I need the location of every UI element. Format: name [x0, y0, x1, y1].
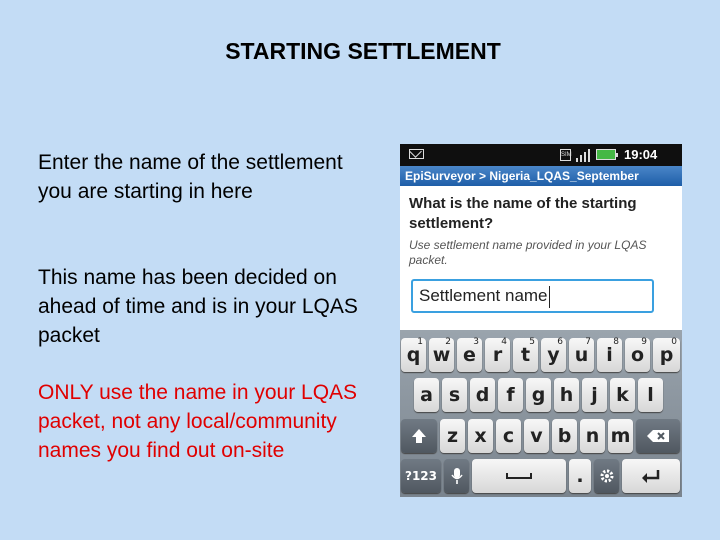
input-value: Settlement name — [419, 286, 548, 305]
enter-key[interactable] — [622, 459, 680, 493]
instruction-text-1: Enter the name of the settlement you are starting in here — [38, 151, 343, 203]
settlement-name-input[interactable] — [411, 279, 654, 313]
key-g[interactable]: g — [526, 378, 551, 412]
key-e[interactable]: 3 e — [457, 338, 482, 372]
form-content — [400, 186, 682, 330]
warning-text: ONLY use the name in your LQAS packet, not any local/community names you find out on-site — [38, 381, 358, 462]
key-z[interactable]: z — [440, 419, 465, 453]
status-bar — [400, 144, 682, 166]
key-n[interactable]: n — [580, 419, 605, 453]
key-y[interactable]: 6 y — [541, 338, 566, 372]
voice-key[interactable] — [444, 459, 469, 493]
key-r[interactable]: 4 r — [485, 338, 510, 372]
backspace-icon — [646, 429, 670, 443]
key-d[interactable]: d — [470, 378, 495, 412]
space-key[interactable] — [472, 459, 566, 493]
key-a[interactable]: a — [414, 378, 439, 412]
symbols-key[interactable]: ?123 — [401, 459, 441, 493]
settings-key[interactable] — [594, 459, 619, 493]
key-k[interactable]: k — [610, 378, 635, 412]
microphone-icon — [451, 467, 463, 485]
key-b[interactable]: b — [552, 419, 577, 453]
shift-arrow-icon — [410, 427, 428, 445]
period-key[interactable]: . — [569, 459, 591, 493]
question-label: What is the name of the starting settlement? — [409, 195, 637, 232]
key-w[interactable]: 2 w — [429, 338, 454, 372]
question-hint: Use settlement name provided in your LQAS packet. — [409, 238, 647, 267]
key-j[interactable]: j — [582, 378, 607, 412]
phone-screenshot — [400, 144, 682, 497]
gear-icon — [599, 468, 615, 484]
key-t[interactable]: 5 t — [513, 338, 538, 372]
space-icon — [506, 473, 532, 479]
key-o[interactable]: 9 o — [625, 338, 650, 372]
instruction-text-2: This name has been decided on ahead of time and is in your LQAS packet — [38, 266, 358, 347]
mail-icon — [409, 149, 424, 159]
soft-keyboard — [400, 330, 682, 497]
signal-icon — [576, 148, 590, 162]
text-cursor — [549, 286, 550, 308]
key-x[interactable]: x — [468, 419, 493, 453]
status-time: 19:04 — [624, 147, 658, 162]
key-u[interactable]: 7 u — [569, 338, 594, 372]
app-titlebar: EpiSurveyor > Nigeria_LQAS_September — [400, 166, 682, 186]
battery-icon — [596, 149, 616, 160]
key-m[interactable]: m — [608, 419, 633, 453]
key-f[interactable]: f — [498, 378, 523, 412]
backspace-key[interactable] — [636, 419, 680, 453]
key-h[interactable]: h — [554, 378, 579, 412]
key-c[interactable]: c — [496, 419, 521, 453]
key-s[interactable]: s — [442, 378, 467, 412]
shift-key[interactable] — [401, 419, 437, 453]
key-i[interactable]: 8 i — [597, 338, 622, 372]
key-v[interactable]: v — [524, 419, 549, 453]
key-l[interactable]: l — [638, 378, 663, 412]
sim-icon: SIM — [560, 149, 571, 161]
key-q[interactable]: 1 q — [401, 338, 426, 372]
key-p[interactable]: 0 p — [653, 338, 680, 372]
enter-arrow-icon — [640, 468, 662, 484]
slide-title: STARTING SETTLEMENT — [225, 38, 501, 64]
